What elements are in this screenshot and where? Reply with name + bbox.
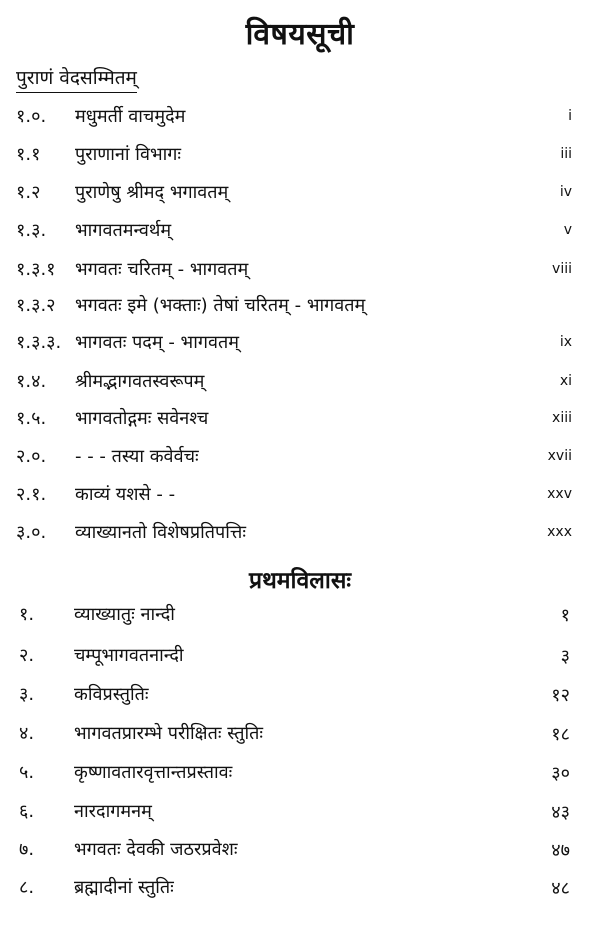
entry-title: - - - तस्या कवेर्वचः — [75, 446, 199, 467]
entry-number: ५. — [19, 762, 35, 783]
toc-entry — [0, 873, 600, 903]
toc-entry — [0, 102, 600, 132]
entry-number: १.३.३. — [16, 332, 62, 353]
toc-entry — [0, 641, 600, 671]
toc-entry — [0, 140, 600, 170]
entry-page: १८ — [551, 724, 570, 745]
toc-entry — [0, 480, 600, 510]
toc-entry — [0, 404, 600, 434]
entry-title: ब्रह्मादीनां स्तुतिः — [74, 877, 174, 898]
entry-page: iii — [560, 146, 572, 162]
entry-title: व्याख्यानतो विशेषप्रतिपत्तिः — [75, 522, 246, 543]
entry-title: व्याख्यातुः नान्दी — [74, 604, 175, 625]
entry-number: ८. — [19, 877, 35, 898]
entry-number: १.३. — [16, 220, 47, 241]
section-heading-prathama-vilasa: प्रथमविलासः — [248, 568, 352, 594]
entry-title: पुराणानां विभागः — [75, 144, 182, 165]
toc-entry — [0, 291, 600, 321]
entry-number: २.०. — [16, 446, 47, 467]
entry-number: ७. — [19, 839, 35, 860]
entry-title: भागवतमन्वर्थम् — [75, 220, 172, 241]
entry-number: १.०. — [16, 106, 47, 127]
entry-title: भगवतः चरितम् - भागवतम् — [75, 259, 249, 280]
entry-number: १.४. — [16, 371, 47, 392]
toc-entry — [0, 367, 600, 397]
entry-page: i — [568, 108, 572, 124]
entry-page: ४८ — [551, 878, 570, 899]
entry-title: भगवतः इमे (भक्ताः) तेषां चरितम् - भागवतम् — [75, 295, 366, 316]
entry-number: २. — [19, 645, 35, 666]
entry-page: ४३ — [551, 802, 570, 823]
toc-entry — [0, 442, 600, 472]
entry-page: ३ — [560, 646, 570, 667]
section-heading-purana: पुराणं वेदसम्मितम् — [16, 64, 137, 93]
toc-entry — [0, 216, 600, 246]
entry-number: १.२ — [16, 182, 41, 203]
toc-entry — [0, 835, 600, 865]
entry-number: २.१. — [16, 484, 47, 505]
entry-page: xiii — [552, 410, 572, 426]
toc-entry — [0, 797, 600, 827]
page-title: विषयसूची — [245, 17, 355, 52]
entry-title: कविप्रस्तुतिः — [74, 684, 149, 705]
toc-entry — [0, 255, 600, 285]
entry-title: काव्यं यशसे - - — [75, 484, 176, 505]
entry-title: भागवतोद्गमः सवेनश्च — [75, 408, 209, 429]
entry-title: भगवतः देवकी जठरप्रवेशः — [74, 839, 238, 860]
entry-page: ३० — [551, 763, 570, 784]
toc-entry — [0, 600, 600, 630]
entry-number: १.५. — [16, 408, 47, 429]
toc-entry — [0, 680, 600, 710]
entry-number: ६. — [19, 801, 35, 822]
toc-entry — [0, 758, 600, 788]
entry-page: १ — [560, 605, 570, 626]
entry-title: चम्पूभागवतनान्दी — [74, 645, 184, 666]
toc-entry — [0, 178, 600, 208]
entry-title: पुराणेषु श्रीमद् भगावतम् — [75, 182, 229, 203]
entry-title: भागवतः पदम् - भागवतम् — [75, 332, 240, 353]
toc-entry — [0, 518, 600, 548]
entry-page: xxv — [547, 486, 572, 502]
entry-number: १.३.२ — [16, 295, 56, 316]
entry-page: viii — [552, 261, 572, 277]
entry-number: ४. — [19, 723, 35, 744]
entry-title: श्रीमद्भागवतस्वरूपम् — [75, 371, 205, 392]
entry-page: xi — [559, 373, 572, 389]
entry-page: xvii — [547, 448, 572, 464]
entry-number: १.३.१ — [16, 259, 56, 280]
entry-title: मधुमर्ती वाचमुदेम — [75, 106, 186, 127]
entry-number: १. — [19, 604, 35, 625]
toc-entry — [0, 719, 600, 749]
entry-title: भागवतप्रारम्भे परीक्षितः स्तुतिः — [74, 723, 264, 744]
entry-page: xxx — [547, 524, 572, 540]
entry-title: कृष्णावतारवृत्तान्तप्रस्तावः — [74, 762, 233, 783]
entry-page: iv — [559, 184, 572, 200]
entry-number: ३. — [19, 684, 35, 705]
entry-page: v — [563, 222, 572, 238]
entry-page: ix — [559, 334, 572, 350]
entry-number: १.१ — [16, 144, 41, 165]
entry-number: ३.०. — [16, 522, 47, 543]
entry-page: १२ — [551, 685, 570, 706]
entry-page: ४७ — [551, 840, 570, 861]
toc-entry — [0, 328, 600, 358]
entry-title: नारदागमनम् — [74, 801, 152, 822]
